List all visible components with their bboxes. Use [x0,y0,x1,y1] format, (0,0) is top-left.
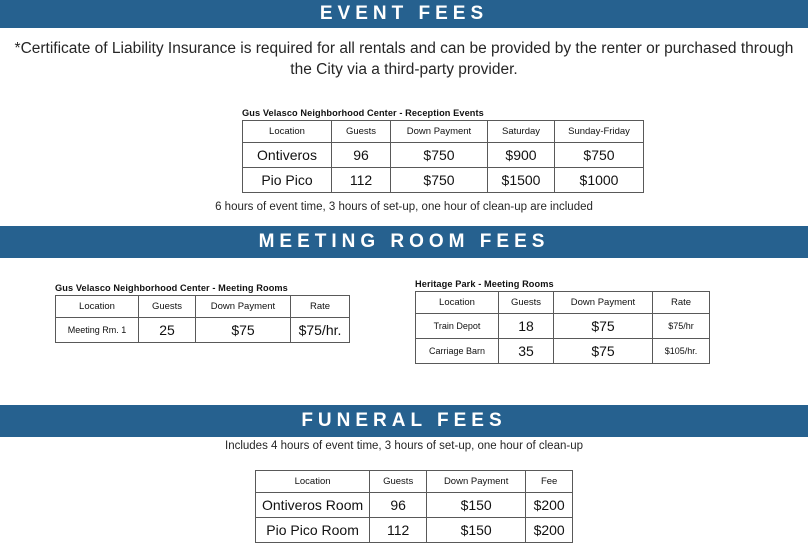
cell-location: Ontiveros Room [256,493,370,518]
heritage-park-meeting-rooms-table-block [415,279,710,364]
cell-fee: $200 [526,493,573,518]
cell-guests: 96 [370,493,427,518]
cell-rate: $75/hr. [291,318,350,343]
column-header-sunday-friday: Sunday-Friday [555,121,644,143]
column-header-fee: Fee [526,471,573,493]
cell-saturday: $1500 [488,168,555,193]
column-header-guests: Guests [370,471,427,493]
column-header-down-payment: Down Payment [554,292,653,314]
column-header-guests: Guests [332,121,391,143]
funeral-fees-caption: Includes 4 hours of event time, 3 hours of set-up, one hour of clean-up [225,440,583,452]
cell-location: Meeting Rm. 1 [56,318,139,343]
reception-events-caption: 6 hours of event time, 3 hours of set-up, one hour of clean-up are included [215,201,593,213]
funeral-caption-block [0,440,808,452]
cell-rate: $105/hr. [653,339,710,364]
table-row [256,518,573,543]
event-caption-block [0,201,808,213]
column-header-rate: Rate [653,292,710,314]
heritage-park-meeting-rooms-table [415,291,710,364]
table-row [416,314,710,339]
heritage-park-meeting-rooms-table-title: Heritage Park - Meeting Rooms [415,279,554,289]
cell-fee: $200 [526,518,573,543]
cell-down-payment: $150 [427,518,526,543]
section-banner-funeral-fees: FUNERAL FEES [0,405,808,437]
cell-guests: 18 [499,314,554,339]
funeral-fees-table-block [255,470,573,543]
column-header-location: Location [256,471,370,493]
table-row [256,493,573,518]
cell-location: Train Depot [416,314,499,339]
column-header-guests: Guests [139,296,196,318]
section-banner-meeting-room-fees: MEETING ROOM FEES [0,226,808,258]
table-row [416,339,710,364]
column-header-down-payment: Down Payment [391,121,488,143]
table-row [56,318,350,343]
cell-rate: $75/hr [653,314,710,339]
event-intro-block [0,30,808,80]
column-header-location: Location [416,292,499,314]
cell-down-payment: $75 [196,318,291,343]
column-header-down-payment: Down Payment [196,296,291,318]
cell-location: Carriage Barn [416,339,499,364]
cell-down-payment: $75 [554,339,653,364]
table-header-row [256,471,573,493]
table-row [243,143,644,168]
cell-down-payment: $750 [391,168,488,193]
table-header-row [416,292,710,314]
column-header-down-payment: Down Payment [427,471,526,493]
gus-velasco-meeting-rooms-table [55,295,350,343]
reception-events-table-block [242,108,644,193]
column-header-location: Location [56,296,139,318]
cell-guests: 112 [370,518,427,543]
cell-sunday-friday: $1000 [555,168,644,193]
column-header-guests: Guests [499,292,554,314]
cell-down-payment: $75 [554,314,653,339]
cell-down-payment: $750 [391,143,488,168]
table-row [243,168,644,193]
column-header-saturday: Saturday [488,121,555,143]
reception-events-table-title: Gus Velasco Neighborhood Center - Reception Events [242,108,484,118]
cell-location: Pio Pico Room [256,518,370,543]
table-header-row [56,296,350,318]
cell-saturday: $900 [488,143,555,168]
column-header-rate: Rate [291,296,350,318]
section-banner-event-fees: EVENT FEES [0,0,808,28]
liability-insurance-note: *Certificate of Liability Insurance is required for all rentals and can be provided by the renter or purchased through the City via a third-party provider. [14,40,794,78]
cell-guests: 96 [332,143,391,168]
table-header-row [243,121,644,143]
gus-velasco-meeting-rooms-table-title: Gus Velasco Neighborhood Center - Meeting Rooms [55,283,288,293]
cell-guests: 25 [139,318,196,343]
funeral-fees-table [255,470,573,543]
cell-guests: 35 [499,339,554,364]
cell-location: Ontiveros [243,143,332,168]
reception-events-table [242,120,644,193]
cell-location: Pio Pico [243,168,332,193]
cell-down-payment: $150 [427,493,526,518]
cell-guests: 112 [332,168,391,193]
column-header-location: Location [243,121,332,143]
gus-velasco-meeting-rooms-table-block [55,283,350,343]
cell-sunday-friday: $750 [555,143,644,168]
